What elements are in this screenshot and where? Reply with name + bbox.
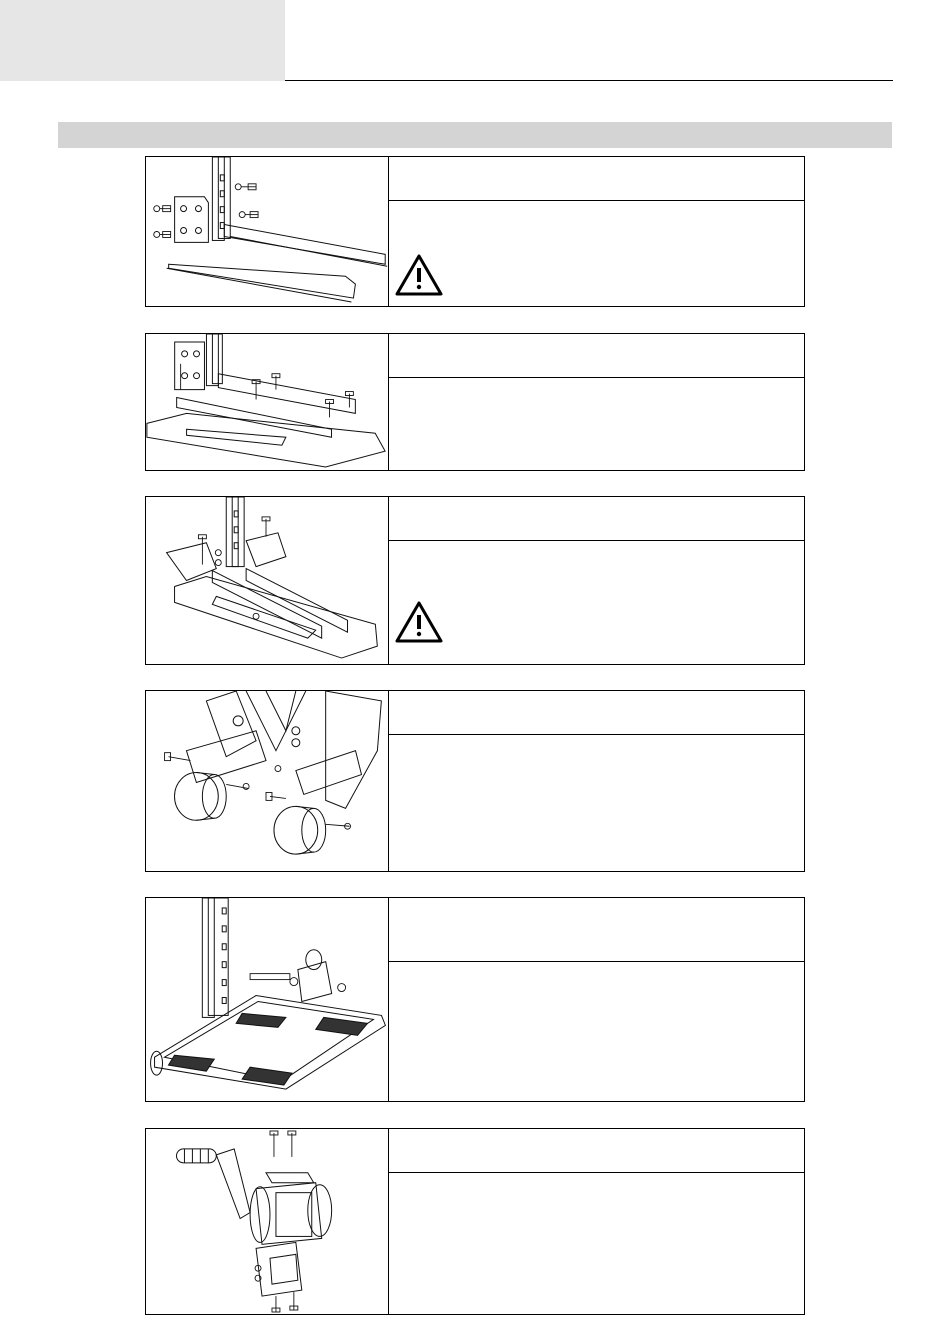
step-2-body	[389, 378, 804, 470]
assembly-step-1	[145, 156, 805, 307]
step-3-illustration	[146, 497, 389, 664]
step-3-body	[389, 541, 804, 664]
header-tab	[0, 0, 285, 81]
step-2-illustration	[146, 334, 389, 470]
step-6-illustration	[146, 1129, 389, 1314]
step-5-body	[389, 962, 804, 1101]
assembly-step-6	[145, 1128, 805, 1315]
step-4-illustration	[146, 691, 389, 871]
section-bar	[58, 122, 892, 148]
step-5-title	[389, 898, 804, 962]
step-6-body	[389, 1173, 804, 1314]
step-6-title	[389, 1129, 804, 1173]
step-5-illustration	[146, 898, 389, 1101]
assembly-step-2	[145, 333, 805, 471]
assembly-step-4	[145, 690, 805, 872]
step-4-title	[389, 691, 804, 735]
step-4-body	[389, 735, 804, 871]
step-3-title	[389, 497, 804, 541]
assembly-step-3	[145, 496, 805, 665]
step-1-title	[389, 157, 804, 201]
step-1-body	[389, 201, 804, 306]
assembly-step-5	[145, 897, 805, 1102]
step-1-illustration	[146, 157, 389, 306]
warning-triangle-icon	[395, 601, 443, 643]
header-rule	[285, 80, 893, 81]
warning-triangle-icon	[395, 254, 443, 296]
step-2-title	[389, 334, 804, 378]
